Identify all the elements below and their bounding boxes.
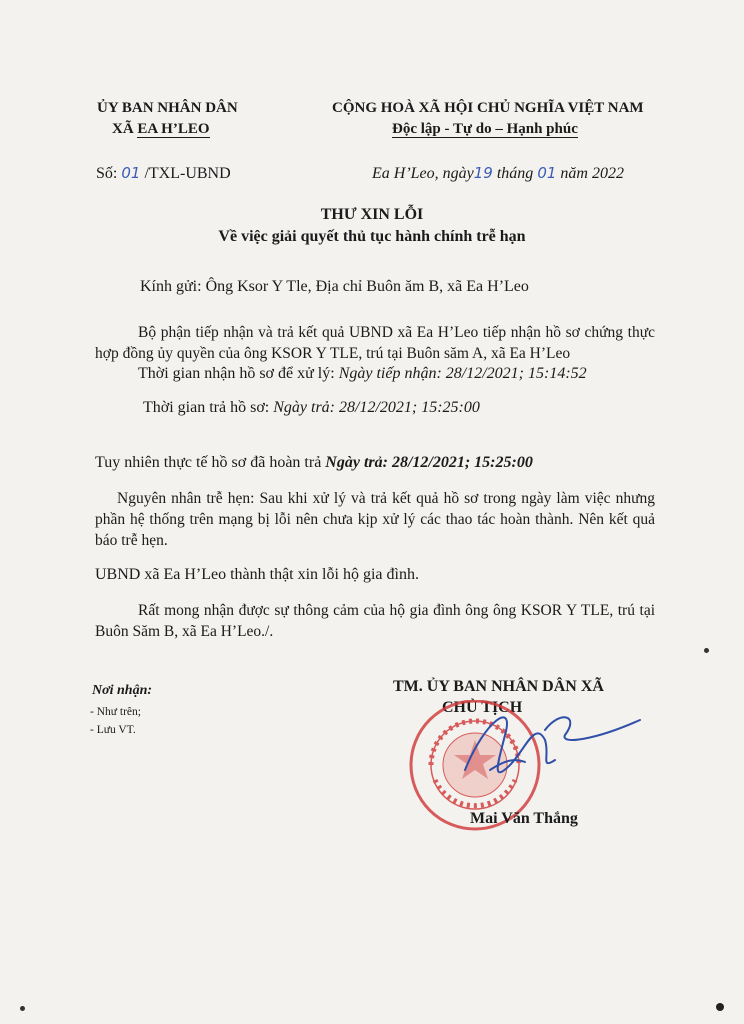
letter-subject: Về việc giải quyết thủ tục hành chính trễ hạn	[218, 228, 526, 245]
document-date	[372, 164, 624, 183]
issuer-line-2	[112, 121, 210, 138]
document-number	[96, 164, 231, 183]
national-motto	[392, 121, 578, 138]
national-title: CỘNG HOÀ XÃ HỘI CHỦ NGHĨA VIỆT NAM	[332, 100, 644, 116]
actual-return	[95, 454, 533, 472]
issuer-line-1: ỦY BAN NHÂN DÂN	[97, 100, 238, 116]
body-paragraph-1: Bộ phận tiếp nhận và trả kết quả UBND xã Ea H’Leo tiếp nhận hồ sơ chứng thực hợp đồng ủy quyền của ông KSOR Y TLE, trú tại Buôn săm A, xã Ea H’Leo	[95, 324, 655, 362]
number-prefix: Số:	[96, 165, 118, 182]
date-month: 01	[537, 164, 557, 182]
scan-speck	[716, 1003, 724, 1011]
actual-value: Ngày trả: 28/12/2021; 15:25:00	[325, 454, 533, 471]
signatory-name: Mai Văn Thắng	[470, 810, 578, 827]
received-label: Thời gian nhận hồ sơ để xử lý:	[138, 365, 335, 382]
returned-label: Thời gian trả hồ sơ:	[143, 399, 270, 416]
date-day: 19	[473, 164, 493, 182]
returned-value: Ngày trả: 28/12/2021; 15:25:00	[273, 399, 480, 416]
number-suffix: /TXL-UBND	[144, 165, 231, 182]
signature-org: TM. ỦY BAN NHÂN DÂN XÃ	[393, 678, 604, 695]
recipient-item-2: - Lưu VT.	[90, 724, 136, 736]
issuer-commune-name: EA H’LEO	[137, 121, 210, 137]
returned-time	[143, 399, 480, 417]
scan-speck	[704, 648, 709, 653]
scan-speck	[20, 1006, 25, 1011]
date-month-label: tháng	[496, 165, 534, 182]
reason-paragraph: Nguyên nhân trễ hẹn: Sau khi xử lý và trả kết quả hồ sơ trong ngày làm việc nhưng phần hệ thống trên mạng bị lỗi nên chưa kịp xử lý các thao tác hoàn thành. Nên kết quả báo trễ hẹn.	[95, 490, 655, 549]
national-motto-text: Độc lập - Tự do – Hạnh phúc	[392, 121, 578, 137]
signature-role: CHỦ TỊCH	[442, 699, 523, 716]
letter-title: THƯ XIN LỖI	[320, 206, 424, 223]
date-year: năm 2022	[560, 165, 624, 182]
number-handwritten: 01	[121, 164, 141, 182]
received-value: Ngày tiếp nhận: 28/12/2021; 15:14:52	[338, 365, 587, 382]
apology-line: UBND xã Ea H’Leo thành thật xin lỗi hộ gia đình.	[95, 566, 419, 583]
recipient-item-1: - Như trên;	[90, 706, 141, 718]
issuer-prefix: XÃ	[112, 121, 138, 137]
received-time	[138, 365, 587, 383]
date-place: Ea H’Leo, ngày	[372, 165, 474, 182]
recipients-title: Nơi nhận:	[92, 683, 153, 698]
actual-label: Tuy nhiên thực tế hồ sơ đã hoàn trả	[95, 454, 322, 471]
closing-paragraph: Rất mong nhận được sự thông cảm của hộ gia đình ông ông KSOR Y TLE, trú tại Buôn Săm B, xã Ea H’Leo./.	[95, 602, 655, 640]
recipient-line: Kính gửi: Ông Ksor Y Tle, Địa chỉ Buôn ăm B, xã Ea H’Leo	[140, 278, 529, 295]
